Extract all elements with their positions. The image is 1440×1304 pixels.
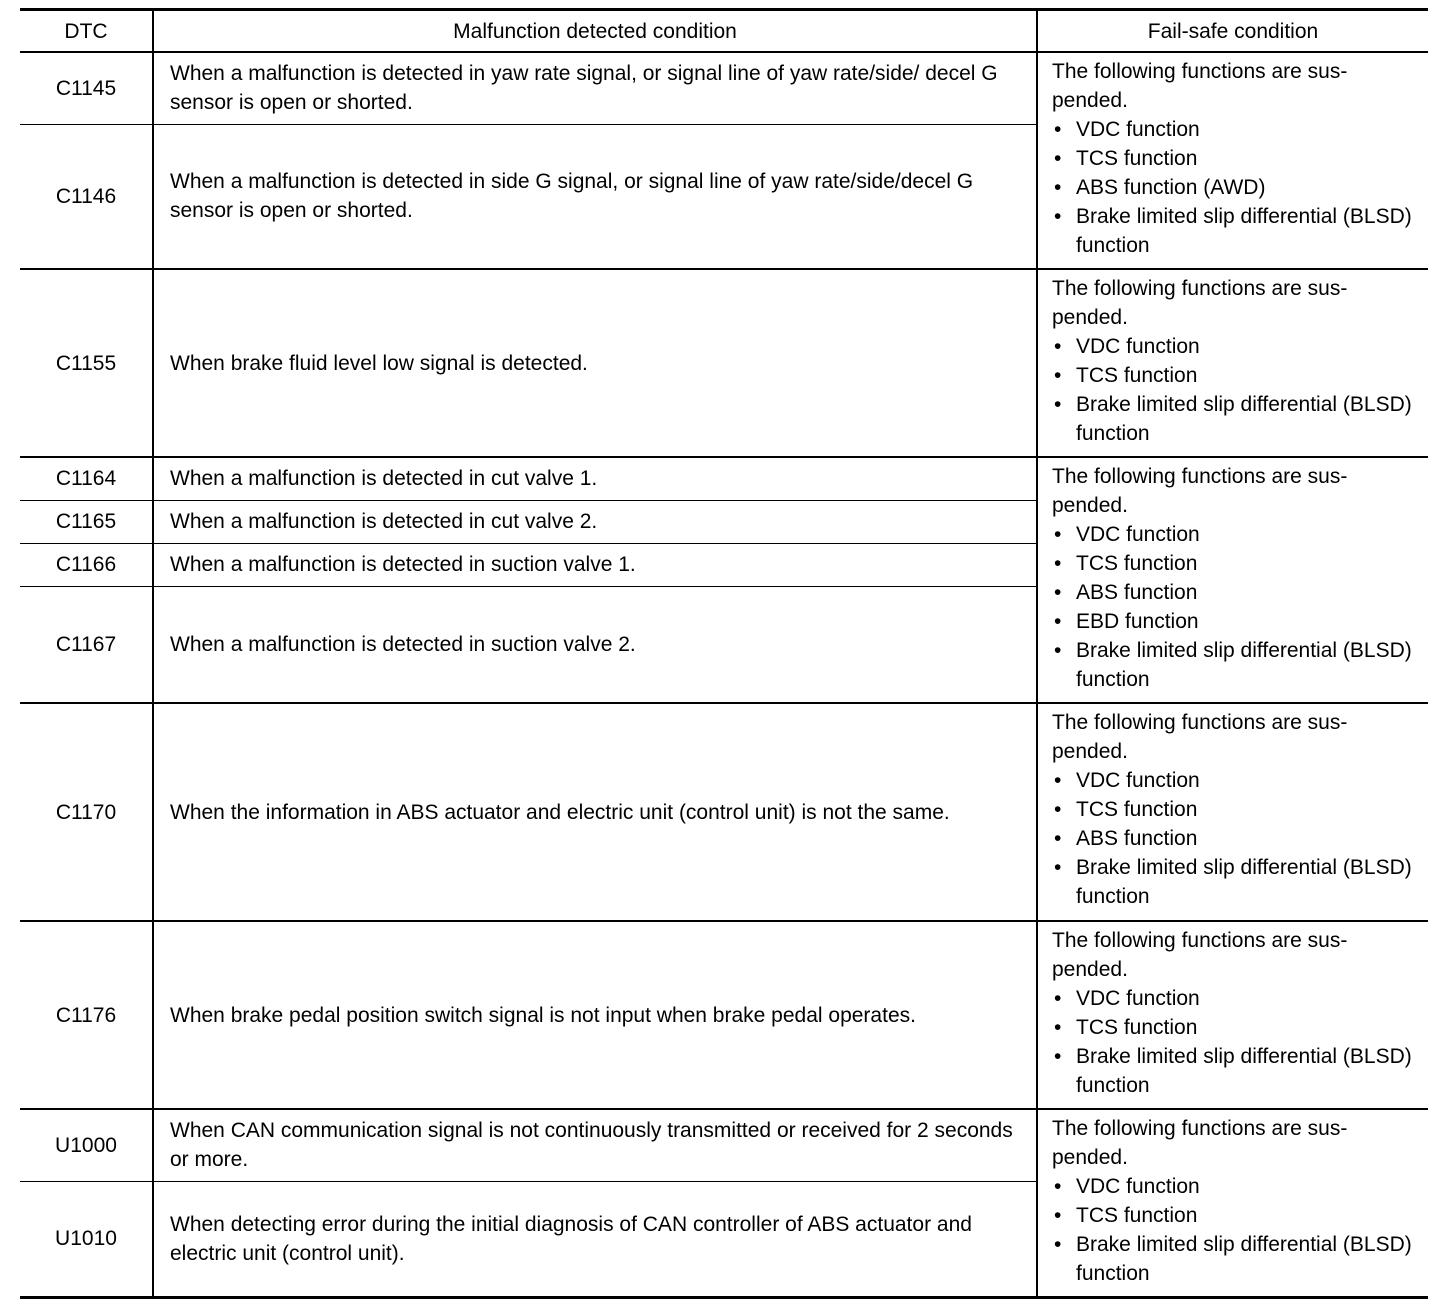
- list-item: • VDC function: [1052, 766, 1420, 795]
- list-item: • ABS function: [1052, 824, 1420, 853]
- table-row: [20, 269, 1428, 457]
- malfunction-condition: When the information in ABS actuator and electric unit (control unit) is not the same.: [153, 703, 1037, 921]
- list-item: • VDC function: [1052, 520, 1420, 549]
- list-item: • TCS function: [1052, 1013, 1420, 1042]
- table-row: [20, 703, 1428, 921]
- list-item: • VDC function: [1052, 984, 1420, 1013]
- header-dtc: DTC: [20, 10, 153, 53]
- failsafe-list: [1052, 766, 1420, 911]
- dtc-code: C1167: [20, 586, 153, 703]
- list-item: • ABS function (AWD): [1052, 173, 1420, 202]
- list-item: • Brake limited slip differential (BLSD) function: [1052, 636, 1420, 694]
- failsafe-cell: [1037, 269, 1428, 457]
- failsafe-intro: The following functions are sus-pended.: [1052, 465, 1348, 517]
- failsafe-cell: [1037, 703, 1428, 921]
- list-item: • TCS function: [1052, 549, 1420, 578]
- list-item: • Brake limited slip differential (BLSD) function: [1052, 853, 1420, 911]
- dtc-code: C1145: [20, 52, 153, 124]
- failsafe-cell: [1037, 921, 1428, 1109]
- dtc-code: U1010: [20, 1181, 153, 1297]
- table-row: [20, 921, 1428, 1109]
- dtc-code: C1155: [20, 269, 153, 457]
- table-row: [20, 1109, 1428, 1181]
- failsafe-cell: [1037, 52, 1428, 269]
- list-item: • VDC function: [1052, 115, 1420, 144]
- malfunction-condition: When brake pedal position switch signal is not input when brake pedal operates.: [153, 921, 1037, 1109]
- failsafe-list: [1052, 115, 1420, 260]
- malfunction-condition: When a malfunction is detected in suction valve 1.: [153, 543, 1037, 586]
- failsafe-list: [1052, 520, 1420, 694]
- malfunction-condition: When CAN communication signal is not continuously transmitted or received for 2 seconds or more.: [153, 1109, 1037, 1181]
- list-item: • VDC function: [1052, 1172, 1420, 1201]
- dtc-code: C1176: [20, 921, 153, 1109]
- dtc-table: [20, 8, 1428, 1299]
- header-condition: Malfunction detected condition: [153, 10, 1037, 53]
- table-row: [20, 52, 1428, 124]
- list-item: • Brake limited slip differential (BLSD) function: [1052, 1042, 1420, 1100]
- dtc-code: C1165: [20, 500, 153, 543]
- malfunction-condition: When a malfunction is detected in suction valve 2.: [153, 586, 1037, 703]
- malfunction-condition: When a malfunction is detected in cut valve 1.: [153, 457, 1037, 500]
- malfunction-condition: When detecting error during the initial diagnosis of CAN controller of ABS actuator and electric unit (control unit).: [153, 1181, 1037, 1297]
- list-item: • Brake limited slip differential (BLSD) function: [1052, 390, 1420, 448]
- list-item: • Brake limited slip differential (BLSD) function: [1052, 1230, 1420, 1288]
- failsafe-intro: The following functions are sus-pended.: [1052, 711, 1348, 763]
- list-item: • TCS function: [1052, 361, 1420, 390]
- table-row: [20, 457, 1428, 500]
- dtc-code: C1166: [20, 543, 153, 586]
- header-row: [20, 10, 1428, 53]
- failsafe-intro: The following functions are sus-pended.: [1052, 1117, 1348, 1169]
- malfunction-condition: When a malfunction is detected in side G signal, or signal line of yaw rate/side/decel G sensor is open or shorted.: [153, 124, 1037, 269]
- failsafe-cell: [1037, 1109, 1428, 1297]
- dtc-code: U1000: [20, 1109, 153, 1181]
- dtc-code: C1164: [20, 457, 153, 500]
- failsafe-intro: The following functions are sus-pended.: [1052, 60, 1348, 112]
- list-item: • ABS function: [1052, 578, 1420, 607]
- malfunction-condition: When a malfunction is detected in cut valve 2.: [153, 500, 1037, 543]
- failsafe-intro: The following functions are sus-pended.: [1052, 929, 1348, 981]
- failsafe-intro: The following functions are sus-pended.: [1052, 277, 1348, 329]
- list-item: • VDC function: [1052, 332, 1420, 361]
- malfunction-condition: When a malfunction is detected in yaw rate signal, or signal line of yaw rate/side/ decel G sensor is open or shorted.: [153, 52, 1037, 124]
- dtc-code: C1146: [20, 124, 153, 269]
- list-item: • TCS function: [1052, 795, 1420, 824]
- list-item: • Brake limited slip differential (BLSD) function: [1052, 202, 1420, 260]
- list-item: • EBD function: [1052, 607, 1420, 636]
- list-item: • TCS function: [1052, 144, 1420, 173]
- failsafe-list: [1052, 332, 1420, 448]
- failsafe-cell: [1037, 457, 1428, 703]
- list-item: • TCS function: [1052, 1201, 1420, 1230]
- failsafe-list: [1052, 984, 1420, 1100]
- failsafe-list: [1052, 1172, 1420, 1288]
- dtc-code: C1170: [20, 703, 153, 921]
- malfunction-condition: When brake fluid level low signal is detected.: [153, 269, 1037, 457]
- header-failsafe: Fail-safe condition: [1037, 10, 1428, 53]
